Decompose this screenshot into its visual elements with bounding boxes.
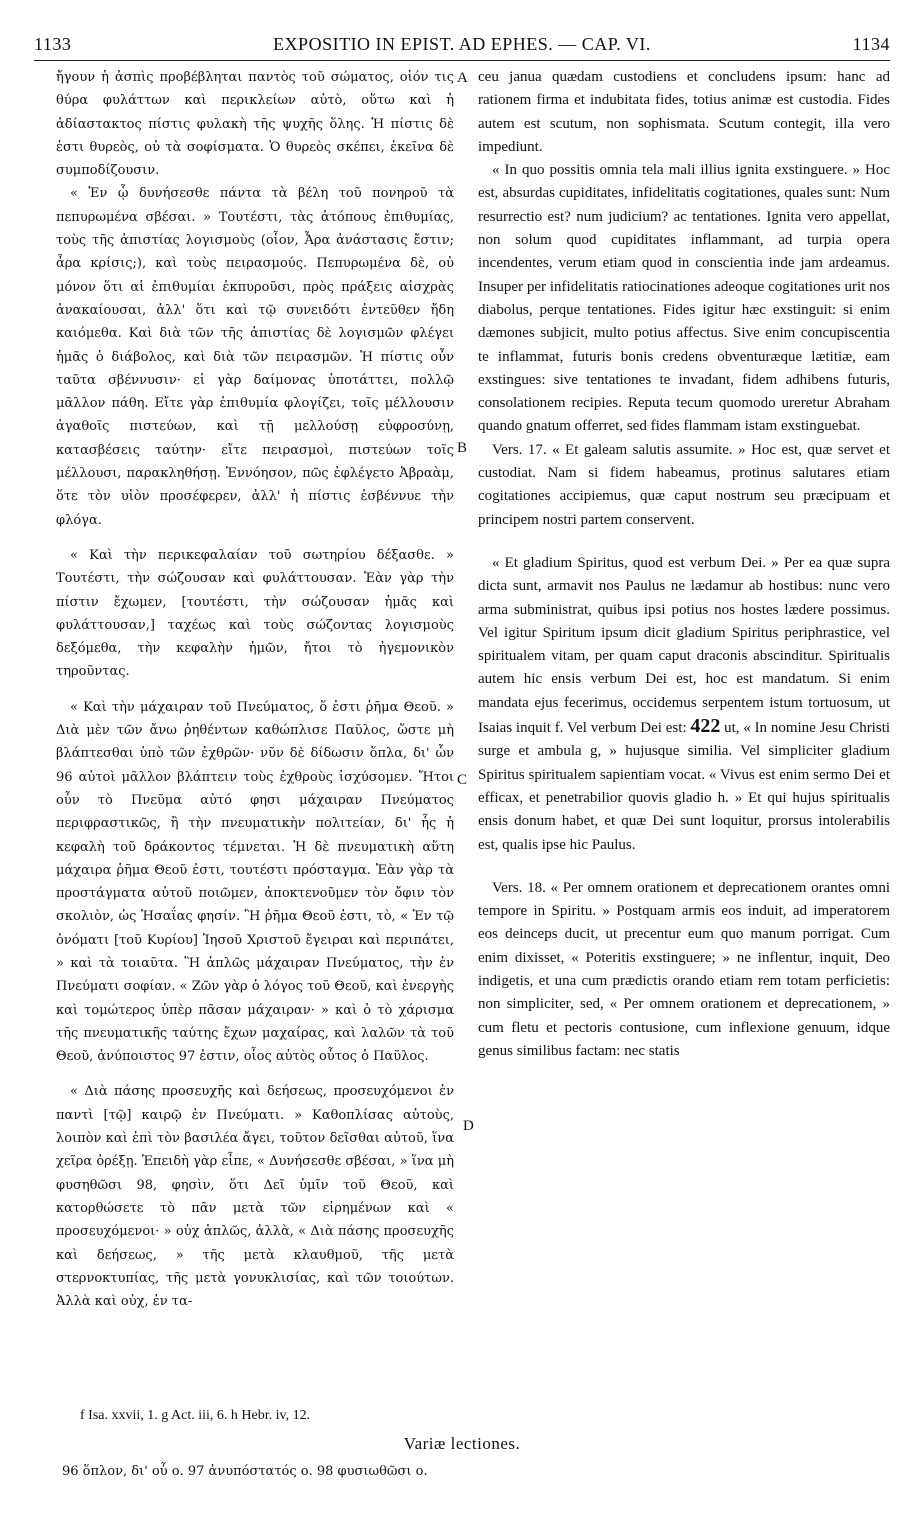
running-title: EXPOSITIO IN EPIST. AD EPHES. — CAP. VI. [273,34,651,54]
latin-paragraph: ceu janua quædam custodiens et concludens ipsum: hanc ad rationem firma et indubitata fides, totius animæ est custodia. Fides autem est scutum, non sophismata. Scutum contegit, illa vero impediunt. [478,69,890,155]
column-number: 422 [690,715,721,738]
footnotes: f Isa. xxvii, 1. g Act. iii, 6. h Hebr. iv, 12. [80,1408,311,1423]
margin-letter-b: B [457,440,468,456]
latin-paragraph: « In quo possitis omnia tela mali illius ignita exstinguere. » Hoc est, absurdas cupiditates, infidelitatis cogitationes, quales sunt: Num resurrectio est? num judicium? ac tentationes. Ignita vero appellat, non solum quod cupiditates inflammant, ad turpia opera incendentes, verum etiam quod in conscientia inde jam ardeamus. Insuper per infidelitatis ratiocinationes adeoque cogitationes urit nos diabolus, perque tentationes. Fides igitur hæc exstinguit: si enim dæmones subjicit, multo potius affectus. Sive enim concupiscentia te inflammat, futuris bonis credens obventuræque lætitiæ, eam exstingues: sive tentationes te invadant, fidem adhibens futuris, consolationem recipies. Reputa tecum quomodo ureretur Abraham quando gnatum offerret, sed fides flammam istam exstinguebat. [478,162,890,435]
latin-paragraph: Vers. 18. « Per omnem orationem et deprecationem orantes omni tempore in Spiritu. » Postquam armis eos induit, ad imperatorem eos deinceps ducit, ut precentur eum quo manum porrigat. Cum enim dixisset, « Poteritis exstinguere; » ne inflentur, inquit, Deo indigetis, et una cum prædictis orando etiam rem totam perficietis: non simpliciter, sed, « Per omnem orationem et deprecationem, » cum fletu et pectoris contusione, cum inflexione genuum, idque genus similibus factam: nec statis [478,879,890,1059]
greek-paragraph: « Καὶ τὴν μάχαιραν τοῦ Πνεύματος, ὅ ἐστι ῥῆμα Θεοῦ. » Διὰ μὲν τῶν ἄνω ῥηθέντων καθώπλισε Παῦλος, ὥστε μὴ βλάπτεσθαι ὑπὸ τῶν ἐχθρῶν· νῦν δὲ δίδωσιν ὅπλα, δι' ὧν 96 αὐτοὶ μᾶλλον βλάπτειν τοὺς ἐχθροὺς ἰσχύσομεν. Ἤτοι οὖν τὸ Πνεῦμα αὐτό φησι μάχαιραν Πνεύματος περιφραστικῶς, ἢ τὴν πνευματικὴν πολιτείαν, δι' ἧς ἡ κεφαλὴ τοῦ δράκοντος τέμνεται. Ἡ δὲ πνευματικὴ αὕτη μάχαιρα ῥῆμα Θεοῦ ἐστι, τουτέστι πρόσταγμα. Ἐὰν γὰρ τὰ προστάγματα αὐτοῦ ποιῶμεν, ἀποκτενοῦμεν τὸν ὄφιν τὸν σκολιὸν, ὡς Ἡσαΐας φησίν. Ἢ ῥῆμα Θεοῦ ἐστι, τὸ, « Ἐν τῷ ὀνόματι [τοῦ Κυρίου] Ἰησοῦ Χριστοῦ ἔγειραι καὶ περιπάτει, » καὶ τὰ τοιαῦτα. Ἢ ἁπλῶς μάχαιραν Πνεύματος, τὴν ἐν Πνεύματι σοφίαν. « Ζῶν γὰρ ὁ λόγος τοῦ Θεοῦ, καὶ ἐνεργὴς καὶ τομώτερος ὑπὲρ πᾶσαν μάχαιραν· » καὶ ὁ τὸ χάρισμα τῆς πνευματικῆς ταύτης ἔχων μαχαίρας, καὶ λαλῶν τὰ τοῦ Θεοῦ, ἀνύποιστος 97 ἐστιν, οἷος αὐτὸς οὗτος ὁ Παῦλος. [56,699,454,1065]
variae-lectiones-heading: Variæ lectiones. [403,1434,521,1453]
margin-letter-d: D [463,1118,474,1134]
page-number-right: 1134 [852,34,890,54]
latin-text: ut, « In nomine Jesu Christi surge et ambula g, » hujusque similia. Vel simpliciter gladium Spiritus spiritualem sapientiam vocat. « Vivus est enim sermo Dei et efficax, et penetrabilior quovis gladio h. » Et qui hujus spiritualis ensis donum habet, et quæ Dei sunt loquitur, prorsus intolerabilis est, qualis ipse hic Paulus. [478,720,891,853]
greek-column [56,66,454,1313]
header-rule [34,60,890,61]
latin-paragraph [478,552,890,857]
page-header [34,34,890,58]
greek-paragraph: « Καὶ τὴν περικεφαλαίαν τοῦ σωτηρίου δέξασθε. » Τουτέστι, τὴν σώζουσαν καὶ φυλάττουσαν. Ἐὰν γὰρ τὴν πίστιν ἔχωμεν, [τουτέστι, τὴν σώζουσαν ἡμᾶς καὶ φυλάττουσαν,] ταχέως καὶ τοὺς σώζοντας λογισμοὺς δεξόμεθα, τὴν κεφαλὴν ἡμῶν, ἤτοι τὸ ἡγεμονικὸν τηροῦντας. [56,547,454,680]
variant-readings: 96 ὅπλον, δι' οὗ ο. 97 ἀνυπόστατός ο. 98 φυσιωθῶσι ο. [62,1464,428,1479]
greek-paragraph: ἤγουν ἡ ἀσπὶς προβέβληται παντὸς τοῦ σώματος, οἱόν τις θύρα φυλάττων καὶ περικλείων αὐτὸ, οὕτω καὶ ἡ ἀδίαστακτος πίστις φυλακὴ τῆς ψυχῆς ὅλης. Ἡ πίστις δὲ ἐστι θυρεὸς, οὐ τὰ σοφίσματα. Ὁ θυρεὸς σκέπει, ἐκεῖνα δὲ συμποδίζουσιν. [56,70,454,179]
latin-text: « Et gladium Spiritus, quod est verbum Dei. » Per ea quæ supra dicta sunt, armavit nos Paulus ne lædamur ab hostibus: nunc vero arma subministrat, quibus ipsi potius nos hostes lædere possimus. Vel igitur Spiritum ipsum dicit gladium Spiritus periphrastice, vel spiritualem vitam, per quam caput draconis abscinditur. Spiritualis autem hic ensis verbum Dei est, hoc est mandatum. Si enim mandata ejus fecerimus, occidemus serpentem istum tortuosum, ut Isaias inquit f. Vel verbum Dei est: [478,554,890,737]
greek-paragraph: « Ἐν ᾧ δυνήσεσθε πάντα τὰ βέλη τοῦ πονηροῦ τὰ πεπυρωμένα σβέσαι. » Τουτέστι, τὰς ἀτόπους ἐπιθυμίας, τοὺς τῆς ἀπιστίας λογισμοὺς (οἷον, Ἆρα ἀνάστασις ἔστιν; ἆρα κρίσις;), καὶ τοὺς πειρασμούς. Πεπυρωμένα δὲ, οὐ μόνον ὅτι αἱ ἐπιθυμίαι ἐκπυροῦσι, πρὸς πράξεις αἰσχρὰς ἀνακαίουσαι, ἀλλ' ὅτι καὶ τῷ συνειδότι ἐντεῦθεν ἤδη καιόμεθα. Καὶ διὰ τῶν τῆς ἀπιστίας δὲ λογισμῶν φλέγει ἡμᾶς ὁ διάβολος, καὶ διὰ τῶν πειρασμῶν. Ἡ πίστις οὖν ταῦτα σβέννυσιν· εἰ γὰρ δαίμονας ὑποτάττει, πολλῷ μᾶλλον πάθη. Εἴτε γὰρ ἐπιθυμία φλογίζει, τοῖς μέλλουσιν ἀγαθοῖς πιστεύων, καὶ τῇ μελλούσῃ εὐφροσύνῃ, κατασβέσεις ταύτην· εἴτε πειρασμοὶ, πιστεύων τοῖς μέλλουσι, παρακληθήσῃ. Ἐννόησον, πῶς ἐφλέγετο Ἀβραὰμ, ὅτε τὸν υἱὸν προσέφερεν, ἀλλ' ἡ πίστις ἐσβέννυε τὴν φλόγα. [56,186,454,528]
latin-column [478,66,890,1063]
margin-letter-a: A [457,70,468,86]
latin-paragraph: Vers. 17. « Et galeam salutis assumite. » Hoc est, quæ servet et custodiat. Nam si fidem habeamus, protinus salutares etiam cogitationes accipiemus, quæ caput nostrum seu præcipuam et principem nostri partem conservent. [478,441,890,528]
greek-paragraph: « Διὰ πάσης προσευχῆς καὶ δεήσεως, προσευχόμενοι ἐν παντὶ [τῷ] καιρῷ ἐν Πνεύματι. » Καθοπλίσας αὐτοὺς, λοιπὸν καὶ ἐπὶ τὸν βασιλέα ἄγει, τοῦτον δεῖσθαι αὐτοῦ, ἵνα χεῖρα ὀρέξῃ. Ἐπειδὴ γὰρ εἶπε, « Δυνήσεσθε σβέσαι, » ἵνα μὴ φυσηθῶσι 98, φησὶν, ὅτι Δεῖ ὑμῖν τοῦ Θεοῦ, καὶ κατορθώσετε τὸ πᾶν μετὰ τῶν εἰρημένων καὶ « προσευχόμενοι· » οὐχ ἁπλῶς, ἀλλὰ, « Διὰ πάσης προσευχῆς καὶ δεήσεως, » τῆς μετὰ κλαυθμοῦ, τῆς μετὰ στερνοκτυπίας, τῆς μετὰ γονυκλισίας, καὶ τῶν τοιούτων. Ἀλλὰ καὶ οὐχ, ἐν τα- [56,1084,454,1310]
margin-letter-c: C [457,772,468,788]
page-number-left: 1133 [34,34,72,54]
